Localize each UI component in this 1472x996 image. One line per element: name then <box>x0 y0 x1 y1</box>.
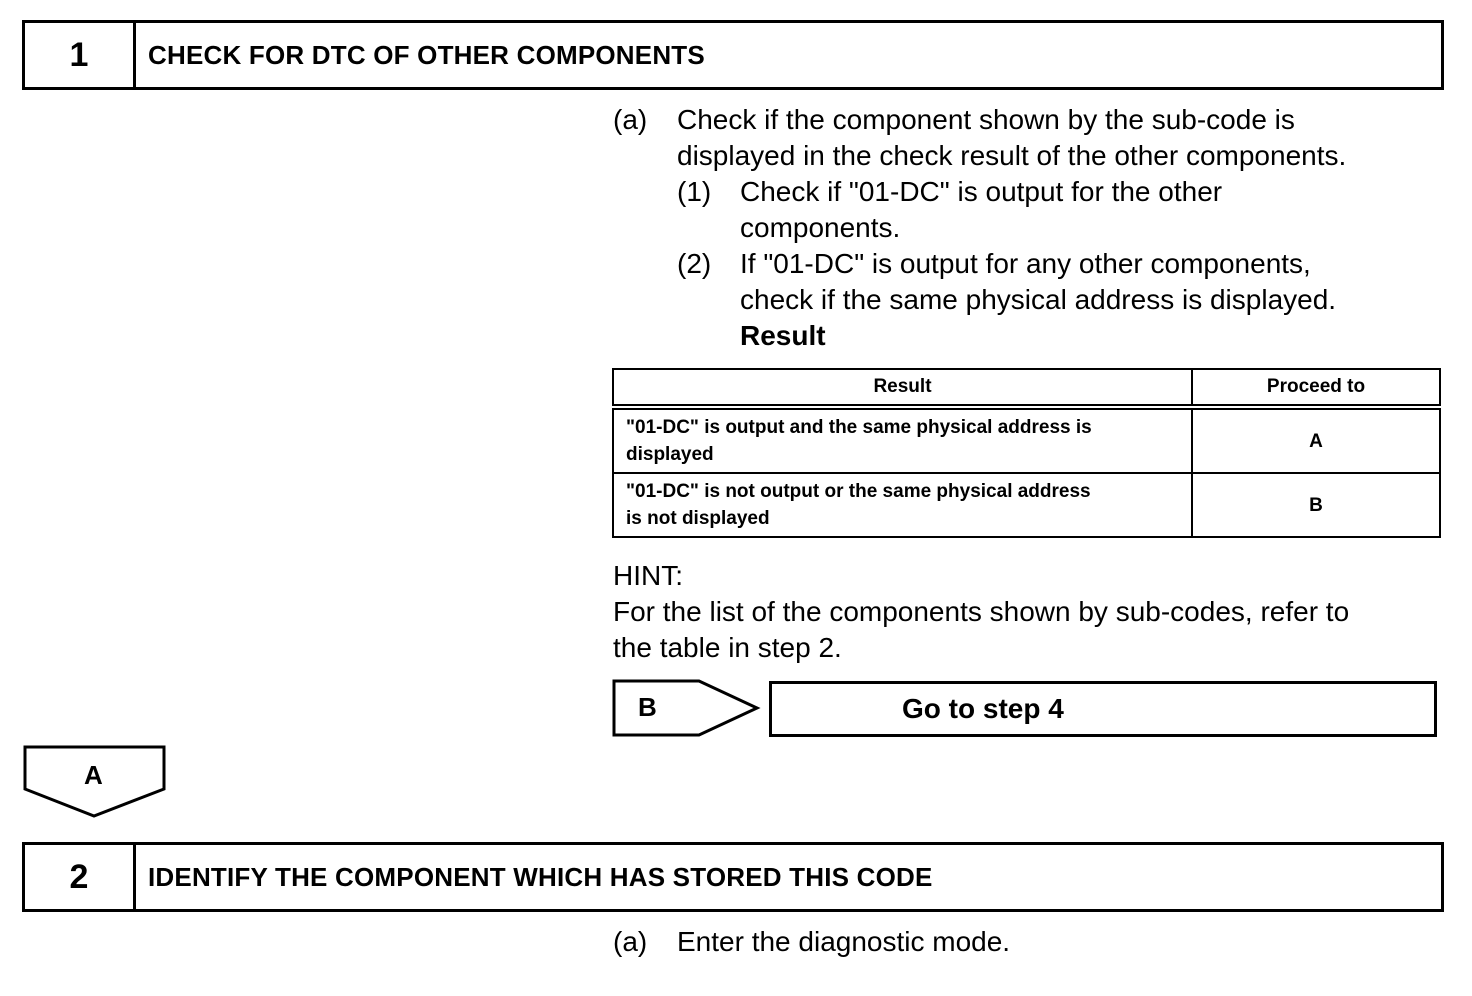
table-header-row <box>613 369 1440 407</box>
subitem-1-text-line1: Check if "01-DC" is output for the other <box>740 176 1223 207</box>
item-a-text-line1: Check if the component shown by the sub-code is <box>677 104 1295 135</box>
result-cell-line1: "01-DC" is not output or the same physical address <box>626 481 1091 502</box>
result-cell <box>613 473 1192 537</box>
subitem-2-text-line2: check if the same physical address is displayed. <box>740 284 1337 315</box>
step-title: IDENTIFY THE COMPONENT WHICH HAS STORED THIS CODE <box>148 861 933 892</box>
hint-text-line2: the table in step 2. <box>613 632 842 663</box>
branch-b-label: B <box>638 692 657 722</box>
result-cell <box>613 407 1192 473</box>
header-proceed-to: Proceed to <box>1192 369 1440 407</box>
proceed-cell: B <box>1192 473 1440 537</box>
step-number: 2 <box>25 845 136 909</box>
step-2-header <box>22 842 1444 912</box>
item-a-label: (a) <box>613 104 648 135</box>
subitem-2-text-line1: If "01-DC" is output for any other components, <box>740 248 1311 279</box>
hint-text-line1: For the list of the components shown by sub-codes, refer to <box>613 596 1350 627</box>
proceed-cell: A <box>1192 407 1440 473</box>
result-heading: Result <box>740 320 826 351</box>
header-result: Result <box>613 369 1192 407</box>
result-cell-line1: "01-DC" is output and the same physical address is <box>626 417 1092 438</box>
step-number: 1 <box>25 23 136 87</box>
go-to-step-box: Go to step 4 <box>769 681 1437 737</box>
branch-b-arrow-icon <box>611 678 763 740</box>
result-cell-line2: displayed <box>626 444 714 465</box>
step-1-header <box>22 20 1444 90</box>
subitem-1-label: (1) <box>677 176 712 207</box>
item-a-label: (a) <box>613 926 648 957</box>
item-a-text-line2: displayed in the check result of the other components. <box>677 140 1347 171</box>
result-cell-line2: is not displayed <box>626 508 770 529</box>
subitem-1-text-line2: components. <box>740 212 901 243</box>
branch-a-label: A <box>84 760 103 790</box>
subitem-2-label: (2) <box>677 248 712 279</box>
hint-label: HINT: <box>613 560 683 591</box>
item-a-text: Enter the diagnostic mode. <box>677 926 1011 957</box>
table-row <box>613 473 1440 537</box>
result-table <box>612 368 1441 538</box>
table-row <box>613 407 1440 473</box>
step-title: CHECK FOR DTC OF OTHER COMPONENTS <box>148 39 705 70</box>
